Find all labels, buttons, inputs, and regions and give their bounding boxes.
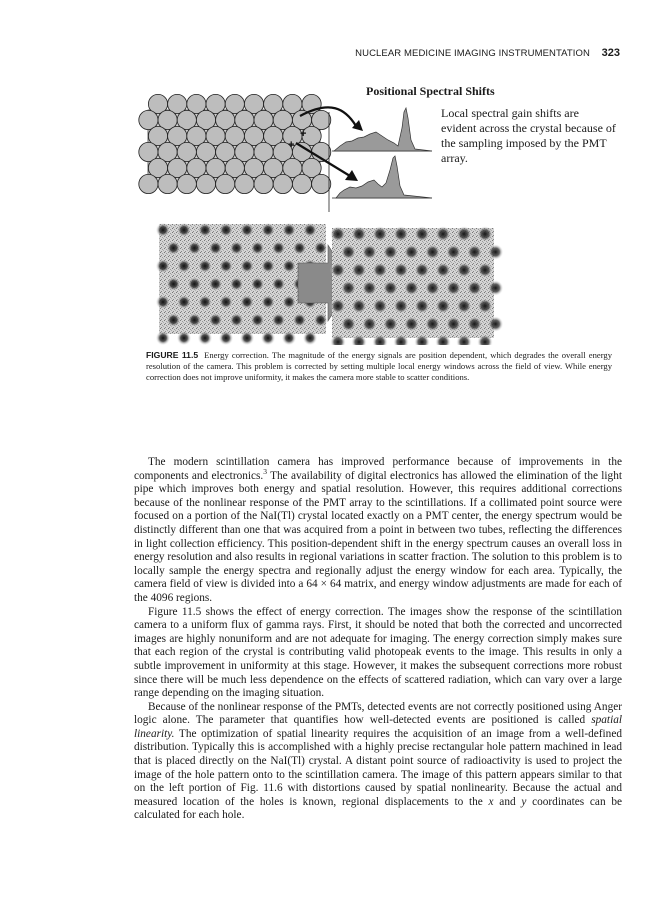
- body-text: [134, 456, 622, 823]
- flood-spot: [292, 313, 307, 328]
- flood-spot: [208, 313, 223, 328]
- panel-note: Local spectral gain shifts are evident across the crystal because of the sampling imposed by the PMT array.: [441, 106, 616, 165]
- flood-spot: [156, 295, 171, 310]
- flood-spot: [187, 241, 202, 256]
- flood-spot: [219, 295, 234, 310]
- paragraph-2: Figure 11.5 shows the effect of energy correction. The images show the response of the scintillation camera to a uniform flux of gamma rays. First, it should be noted that both the corrected and uncorrected images are highly nonuniform and are not adequate for imaging. The energy correction simply makes sure that each region of the crystal is contributing valid photopeak events to the image. This results in only a subtle improvement in uniformity at this stage. However, it makes the subsequent corrections more robust since there will be much less dependence on the effects of scattered radiation, which can vary over a large range depending on the imaging situation.: [134, 605, 622, 700]
- flood-spot: [425, 316, 441, 332]
- pmt-tube: [158, 174, 177, 193]
- pmt-tube: [235, 174, 254, 193]
- paragraph-1-text-a: The modern scintillation camera has improved performance because of improvements in the components and electronics.: [134, 456, 622, 482]
- flood-spot: [229, 277, 244, 292]
- flood-spot: [261, 295, 276, 310]
- flood-spot: [351, 226, 367, 242]
- flood-spot: [271, 277, 286, 292]
- flood-spot: [372, 298, 388, 314]
- panel-title: Positional Spectral Shifts: [366, 84, 495, 98]
- flood-spot: [341, 316, 357, 332]
- energy-spectra: [332, 108, 432, 198]
- figure-graphic: [0, 0, 670, 345]
- flood-spot: [292, 241, 307, 256]
- paragraph-1: [134, 456, 622, 606]
- paragraph-3: [134, 701, 622, 823]
- flood-spot: [425, 280, 441, 296]
- flood-spot: [177, 331, 192, 346]
- figure-label: FIGURE 11.5: [146, 350, 199, 360]
- flood-spot: [240, 259, 255, 274]
- flood-spot: [208, 241, 223, 256]
- flood-spot: [488, 316, 504, 332]
- flood-spot: [156, 259, 171, 274]
- flood-spot: [177, 295, 192, 310]
- flood-spot: [467, 316, 483, 332]
- flood-spot: [330, 226, 346, 242]
- flood-spot: [271, 241, 286, 256]
- flood-spot: [362, 244, 378, 260]
- flood-spot: [404, 280, 420, 296]
- flood-spot: [383, 244, 399, 260]
- flood-spot: [414, 262, 430, 278]
- flood-spot: [467, 280, 483, 296]
- flood-spot: [156, 331, 171, 346]
- flood-spot: [240, 295, 255, 310]
- pmt-tube: [254, 174, 273, 193]
- pmt-tube: [216, 174, 235, 193]
- figure-11-5: [0, 0, 670, 382]
- flood-spot: [303, 223, 318, 238]
- flood-spot: [166, 313, 181, 328]
- paragraph-3-text-b: The optimization of spatial linearity requires the acquisition of an image from a well-defined distribution. Typically this is accomplished with a highly precise rectangular hole pattern machined in lead that is placed directly on the NaI(Tl) crystal. A distant point source of radioactivity is used to project the image of the hole pattern onto to the scintillation camera. The image of this pattern appears similar to that on the left portion of Fig. 11.6 with distortions caused by spatial nonlinearity. Because the actual and measured location of the holes is known, regional displacements to the: [134, 727, 622, 808]
- figure-caption: [146, 350, 612, 383]
- flood-spot: [330, 262, 346, 278]
- flood-spot: [435, 262, 451, 278]
- spectrum-upper: [334, 108, 432, 151]
- flood-spot: [477, 262, 493, 278]
- corrected-flood-image: [330, 226, 504, 345]
- flood-spot: [219, 259, 234, 274]
- flood-spot: [362, 316, 378, 332]
- flood-spot: [393, 262, 409, 278]
- term-spatial-linearity: spatial linearity.: [134, 714, 622, 740]
- flood-spot: [456, 298, 472, 314]
- pmt-tube: [273, 174, 292, 193]
- flood-spot: [240, 223, 255, 238]
- page-number: 323: [601, 47, 620, 59]
- flood-spot: [250, 277, 265, 292]
- flood-spot: [404, 316, 420, 332]
- flood-spot: [177, 259, 192, 274]
- flood-spot: [166, 277, 181, 292]
- paragraph-3-text-c: and: [493, 795, 522, 808]
- flood-spot: [198, 223, 213, 238]
- flood-spot: [156, 223, 171, 238]
- caption-text: Energy correction. The magnitude of the energy signals are position dependent, which degrades the overall energy resolution of the camera. This problem is corrected by setting multiple local energy windows across the field of view. While energy correction does not improve uniformity, it makes the camera more stable to scatter conditions.: [146, 350, 612, 382]
- flood-spot: [393, 226, 409, 242]
- var-x: x: [488, 795, 494, 808]
- flood-spot: [261, 331, 276, 346]
- reference-3: 3: [263, 466, 268, 476]
- flood-spot: [229, 313, 244, 328]
- pmt-tube: [139, 174, 158, 193]
- flood-spot: [198, 259, 213, 274]
- flood-spot: [467, 244, 483, 260]
- flood-spot: [341, 280, 357, 296]
- flood-spot: [229, 241, 244, 256]
- flood-spot: [351, 298, 367, 314]
- pmt-array-diagram: [139, 94, 363, 212]
- flood-spot: [477, 298, 493, 314]
- flood-spot: [383, 280, 399, 296]
- paragraph-3-text-a: Because of the nonlinear response of the PMTs, detected events are not correctly positioned using Anger logic alone. The parameter that quantifies how well-detected events are positioned is called: [134, 700, 622, 727]
- var-y: y: [521, 795, 527, 808]
- flood-spot: [219, 331, 234, 346]
- flood-spot: [187, 313, 202, 328]
- flood-spot: [404, 244, 420, 260]
- paragraph-3-text-d: coordinates can be calculated for each hole.: [134, 795, 622, 822]
- flood-spot: [198, 295, 213, 310]
- pmt-tube: [177, 174, 196, 193]
- flood-spot: [282, 331, 297, 346]
- flood-spot: [446, 316, 462, 332]
- flood-spot: [166, 241, 181, 256]
- flood-spot: [383, 316, 399, 332]
- flood-spot: [282, 259, 297, 274]
- pmt-tube: [196, 174, 215, 193]
- flood-spot: [456, 226, 472, 242]
- flood-spot: [240, 331, 255, 346]
- flood-spot: [261, 223, 276, 238]
- running-title: NUCLEAR MEDICINE IMAGING INSTRUMENTATION: [355, 48, 590, 59]
- flood-spot: [425, 244, 441, 260]
- plus-mark-right: +: [300, 128, 307, 140]
- pmt-tube: [292, 174, 311, 193]
- flood-spot: [446, 244, 462, 260]
- flood-spot: [372, 262, 388, 278]
- flood-spot: [393, 298, 409, 314]
- flood-spot: [208, 277, 223, 292]
- flood-spot: [219, 223, 234, 238]
- flood-spot: [435, 298, 451, 314]
- pmt-tube: [312, 174, 331, 193]
- flood-spot: [446, 280, 462, 296]
- flood-spot: [177, 223, 192, 238]
- flood-spot: [198, 331, 213, 346]
- flood-spot: [456, 262, 472, 278]
- flood-spot: [250, 241, 265, 256]
- flood-spot: [488, 280, 504, 296]
- flood-spot: [341, 244, 357, 260]
- flood-spot: [303, 331, 318, 346]
- flood-spot: [187, 277, 202, 292]
- flood-spot: [488, 244, 504, 260]
- flood-spot: [313, 313, 328, 328]
- flood-spot: [435, 226, 451, 242]
- flood-spot: [362, 280, 378, 296]
- flood-spot: [282, 223, 297, 238]
- flood-spot: [372, 226, 388, 242]
- flood-spot: [313, 241, 328, 256]
- flood-spot: [414, 226, 430, 242]
- plus-mark-left: +: [288, 139, 295, 151]
- flood-spot: [477, 226, 493, 242]
- flood-spot: [351, 262, 367, 278]
- flood-spot: [414, 298, 430, 314]
- flood-spot: [330, 298, 346, 314]
- flood-spot: [282, 295, 297, 310]
- flood-spot: [250, 313, 265, 328]
- paragraph-1-text-b: The availability of digital electronics has allowed the elimination of the light pipe which improves both energy and spatial resolution. However, this requires additional corrections because of the nonlinear response of the PMT array to the scintillations. If a collimated point source were focused on a portion of the NaI(Tl) crystal located exactly on a PMT center, the energy spectrum would be distinctly different than one that was acquired from a point in between two tubes, reflecting the differences in light collection efficiency. This position-dependent shift in the energy spectrum causes an overall loss in energy resolution and also results in regional variations in scatter fraction. The solution to this problem is to locally sample the energy spectra and regionally adjust the energy window for each area. Typically, the camera field of view is divided into a 64 × 64 matrix, and energy window adjustments are made for each of the 4096 regions.: [134, 469, 622, 604]
- flood-spot: [261, 259, 276, 274]
- flood-spot: [271, 313, 286, 328]
